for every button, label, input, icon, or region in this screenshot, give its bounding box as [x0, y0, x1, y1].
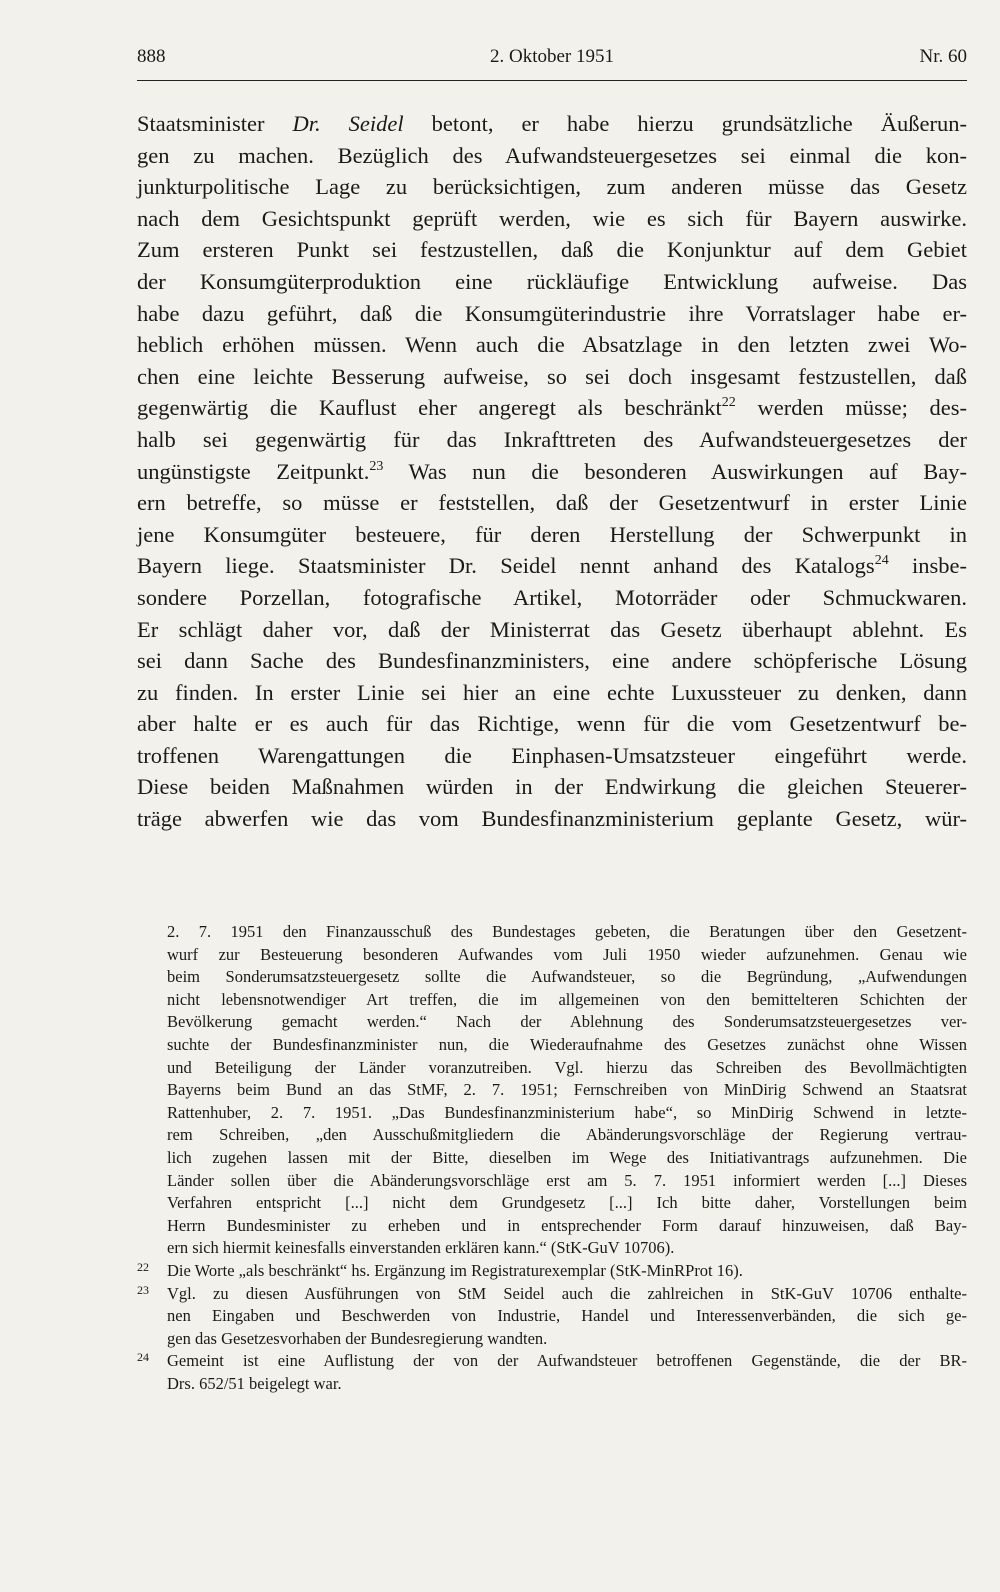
footnote-line: Herrn Bundesminister zu erheben und in entsprechender Form darauf hinzuweisen, daß Bay- [167, 1215, 967, 1235]
issue-number: Nr. 60 [919, 46, 967, 67]
footnote-line: Rattenhuber, 2. 7. 1951. „Das Bundesfinanzministerium habe“, so MinDirig Schwend in letzte- [167, 1102, 967, 1122]
footnote-line: 2. 7. 1951 den Finanzausschuß des Bundestages gebeten, die Beratungen über den Gesetzent- [167, 922, 967, 941]
text-run: jene Konsumgüter besteuere, für deren Herstellung der Schwerpunkt in [137, 521, 967, 547]
footnote-line: suchte der Bundesfinanzminister nun, die Wiederaufnahme des Gesetzes zunächst ohne Wissen [167, 1034, 967, 1054]
text-run: sei dann Sache des Bundesfinanzministers, eine andere schöpferische Lösung [137, 648, 967, 674]
text-line [137, 582, 967, 614]
footnote-ref: 24 [874, 553, 889, 569]
text-run: ern betreffe, so müsse er feststellen, daß der Gesetzentwurf in erster Linie [137, 490, 967, 516]
text-run: ungünstigste Zeitpunkt. [137, 458, 370, 484]
text-run: Staatsminister [137, 111, 293, 136]
footnote-line: und Beteiligung der Länder voranzutreiben. Vgl. hierzu das Schreiben des Bevollmächtigten [167, 1057, 967, 1077]
text-run: chen eine leichte Besserung aufweise, so sei doch insgesamt festzustellen, daß [137, 363, 967, 389]
footnote-line: nen Eingaben und Beschwerden von Industrie, Handel und Interessenverbänden, die sich ge- [167, 1306, 967, 1326]
text-run: betont, er habe hierzu grundsätzliche Äußerun- [403, 111, 967, 136]
text-run: troffenen Warengattungen die Einphasen-Umsatzsteuer eingeführt werde. [137, 742, 967, 768]
text-run: der Konsumgüterproduktion eine rückläufige Entwicklung aufweise. Das [137, 268, 967, 294]
text-run: halb sei gegenwärtig für das Inkrafttreten des Aufwandsteuergesetzes der [137, 426, 967, 452]
text-run: gen zu machen. Bezüglich des Aufwandsteuergesetzes sei einmal die kon- [137, 142, 967, 168]
text-line [137, 171, 967, 203]
footnote-23 [137, 1283, 967, 1351]
footnote-line: lich zugehen lassen mit der Bitte, dieselben im Wege des Initiativantrags aufzunehmen. Die [167, 1147, 967, 1167]
text-run: Er schlägt daher vor, daß der Ministerrat das Gesetz überhaupt ablehnt. Es [137, 616, 967, 642]
main-text [137, 108, 967, 835]
text-line [137, 487, 967, 519]
text-run: Diese beiden Maßnahmen würden in der Endwirkung die gleichen Steuerer- [137, 774, 967, 800]
text-run: Was nun die besonderen Auswirkungen auf Bay- [383, 458, 967, 484]
footnote-line: rem Schreiben, „den Ausschußmitgliedern die Abänderungsvorschläge der Regierung vertrau- [167, 1125, 967, 1145]
text-line [137, 614, 967, 646]
text-run: werden müsse; des- [735, 395, 967, 421]
footnote-line: Drs. 652/51 beigelegt war. [167, 1373, 342, 1393]
text-run: träge abwerfen wie das vom Bundesfinanzministerium geplante Gesetz, wür- [137, 806, 967, 832]
footnote-line: Die Worte „als beschränkt“ hs. Ergänzung im Registraturexemplar (StK-MinRProt 16). [167, 1260, 743, 1280]
footnote-number: 24 [137, 1350, 149, 1365]
text-line [137, 329, 967, 361]
footnote-line: Vgl. zu diesen Ausführungen von StM Seidel auch die zahlreichen in StK-GuV 10706 enthalte- [167, 1283, 967, 1303]
footnote-line: wurf zur Besteuerung besonderen Aufwandes vom Juli 1950 wieder aufzunehmen. Genau wie [167, 944, 967, 964]
footnote-number: 23 [137, 1282, 149, 1297]
text-line [137, 645, 967, 677]
running-header [137, 46, 967, 76]
text-line [137, 266, 967, 298]
text-line [137, 234, 967, 266]
text-line [137, 803, 967, 835]
footnote-line: nicht lebensnotwendiger Art treffen, die im allgemeinen von den bemittelteren Schichten der [167, 989, 967, 1009]
text-line [137, 456, 967, 488]
text-line [137, 203, 967, 235]
footnote-number: 22 [137, 1259, 149, 1274]
text-line [137, 550, 967, 582]
speaker-name: Dr. Seidel [292, 111, 404, 136]
page-number: 888 [137, 46, 166, 67]
footnote-line: Verfahren entspricht [...] nicht dem Grundgesetz [...] Ich bitte daher, Vorstellungen beim [167, 1193, 967, 1213]
text-line [137, 740, 967, 772]
footnote-line: ern sich hiermit keinesfalls einverstanden erklären kann.“ (StK-GuV 10706). [167, 1238, 675, 1258]
text-run: Bayern liege. Staatsminister Dr. Seidel nennt anhand des Katalogs [137, 553, 875, 579]
footnote-24 [137, 1350, 967, 1395]
text-run: aber halte er es auch für das Richtige, wenn für die vom Gesetzentwurf be- [137, 711, 967, 737]
header-date: 2. Oktober 1951 [489, 46, 614, 67]
text-run: habe dazu geführt, daß die Konsumgüterindustrie ihre Vorratslager habe er- [137, 300, 967, 326]
text-run: insbe- [888, 553, 967, 579]
text-line [137, 108, 967, 140]
footnotes [137, 921, 967, 1395]
text-run: zu finden. In erster Linie sei hier an eine echte Luxussteuer zu denken, dann [137, 679, 967, 705]
text-run: Zum ersteren Punkt sei festzustellen, daß die Konjunktur auf dem Gebiet [137, 237, 967, 263]
header-rule [137, 80, 967, 81]
text-line [137, 361, 967, 393]
footnote-ref: 23 [369, 458, 384, 474]
footnote-line: beim Sonderumsatzsteuergesetz sollte die Aufwandsteuer, so die Begründung, „Aufwendungen [167, 967, 967, 987]
text-run: gegenwärtig die Kauflust eher angeregt als beschränkt [137, 395, 722, 421]
text-run: sondere Porzellan, fotografische Artikel, Motorräder oder Schmuckwaren. [137, 584, 967, 610]
text-line [137, 708, 967, 740]
text-run: heblich erhöhen müssen. Wenn auch die Absatzlage in den letzten zwei Wo- [137, 332, 967, 358]
text-line [137, 298, 967, 330]
footnote-line: Gemeint ist eine Auflistung der von der Aufwandsteuer betroffenen Gegenstände, die der BR- [167, 1351, 967, 1371]
text-line [137, 771, 967, 803]
text-line [137, 392, 967, 424]
footnote-line: Bayerns beim Bund an das StMF, 2. 7. 1951; Fernschreiben von MinDirig Schwend an Staatsrat [167, 1080, 967, 1100]
text-line [137, 519, 967, 551]
text-run: nach dem Gesichtspunkt geprüft werden, wie es sich für Bayern auswirke. [137, 205, 967, 231]
footnote-line: Länder sollen über die Abänderungsvorschläge erst am 5. 7. 1951 informiert werden [...] Dieses [167, 1170, 967, 1190]
text-line [137, 424, 967, 456]
footnote-line: Bevölkerung gemacht werden.“ Nach der Ablehnung des Sonderumsatzsteuergesetzes ver- [167, 1012, 967, 1032]
text-line [137, 140, 967, 172]
text-run: junkturpolitische Lage zu berücksichtigen, zum anderen müsse das Gesetz [137, 174, 967, 200]
footnote-ref: 22 [721, 395, 736, 411]
footnote-line: gen das Gesetzesvorhaben der Bundesregierung wandten. [167, 1328, 548, 1348]
footnote-22 [137, 1260, 967, 1283]
text-line [137, 677, 967, 709]
